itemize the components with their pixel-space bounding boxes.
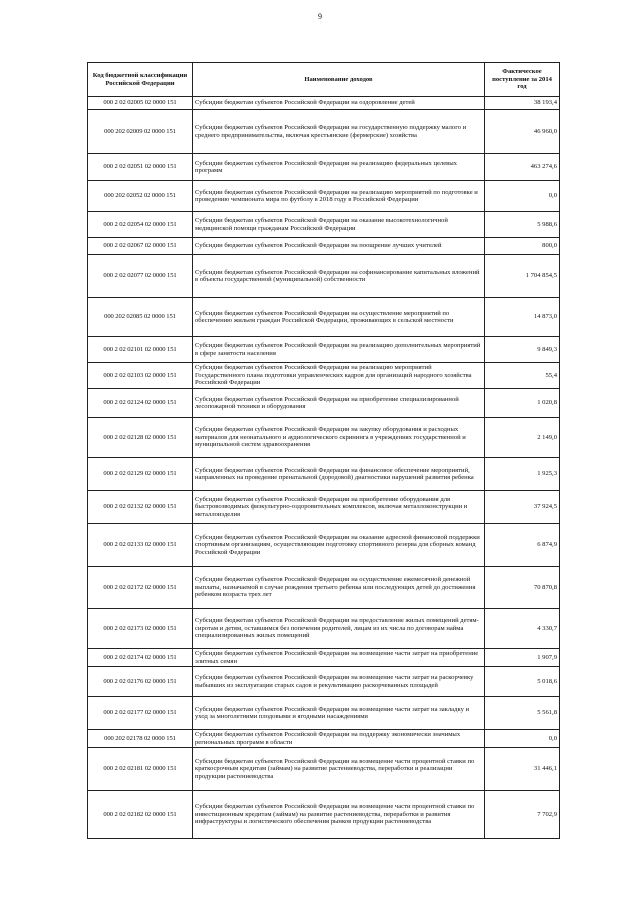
table-row xyxy=(88,110,560,154)
row-amount: 1 704 854,5 xyxy=(485,255,560,298)
row-code: 000 202 02052 02 0000 151 xyxy=(88,181,193,212)
table-row xyxy=(88,524,560,567)
table-row xyxy=(88,458,560,491)
row-amount: 38 193,4 xyxy=(485,97,560,110)
header-code: Код бюджетной классификации Российской Федерации xyxy=(88,63,193,97)
row-name: Субсидии бюджетам субъектов Российской Федерации на реализацию мероприятий Государственного плана подготовки управленческих кадров для организаций народного хозяйства Российской Федерации xyxy=(193,363,485,389)
row-amount: 4 330,7 xyxy=(485,609,560,649)
table-row xyxy=(88,255,560,298)
row-name: Субсидии бюджетам субъектов Российской Федерации на возмещение части затрат на закладку и уход за многолетними плодовыми и ягодными насаждениями xyxy=(193,697,485,730)
table-row xyxy=(88,791,560,839)
row-code: 000 2 02 02124 02 0000 151 xyxy=(88,389,193,418)
row-code: 000 202 02085 02 0000 151 xyxy=(88,298,193,337)
row-name: Субсидии бюджетам субъектов Российской Федерации на возмещение части процентной ставки по инвестиционным кредитам (займам) на развитие растениеводства, переработки и развития инфраструктуры и логистического обеспечения рынков продукции растениеводства xyxy=(193,791,485,839)
table-row xyxy=(88,337,560,363)
row-name: Субсидии бюджетам субъектов Российской Федерации на приобретение оборудования для быстровозводимых физкультурно-оздоровительных комплексов, включая металлоконструкции и металлоизделия xyxy=(193,491,485,524)
row-name: Субсидии бюджетам субъектов Российской Федерации на возмещение части процентной ставки по краткосрочным кредитам (займам) на развитие растениеводства, переработки и реализации продукции растениеводства xyxy=(193,748,485,791)
row-name: Субсидии бюджетам субъектов Российской Федерации на финансовое обеспечение мероприятий, направленных на проведение пренатальной (дородовой) диагностики нарушений развития ребенка xyxy=(193,458,485,491)
row-code: 000 2 02 02129 02 0000 151 xyxy=(88,458,193,491)
table-row xyxy=(88,730,560,748)
row-amount: 1 907,9 xyxy=(485,649,560,667)
row-name: Субсидии бюджетам субъектов Российской Федерации на приобретение специализированной лесопожарной техники и оборудования xyxy=(193,389,485,418)
table-row xyxy=(88,154,560,181)
row-code: 000 2 02 02181 02 0000 151 xyxy=(88,748,193,791)
table-row xyxy=(88,212,560,238)
row-code: 000 2 02 02132 02 0000 151 xyxy=(88,491,193,524)
row-code: 000 2 02 02133 02 0000 151 xyxy=(88,524,193,567)
row-amount: 1 020,8 xyxy=(485,389,560,418)
table-row xyxy=(88,298,560,337)
table-header-row xyxy=(88,63,560,97)
table-row xyxy=(88,649,560,667)
table-row xyxy=(88,567,560,609)
row-code: 000 2 02 02005 02 0000 151 xyxy=(88,97,193,110)
row-code: 000 2 02 02174 02 0000 151 xyxy=(88,649,193,667)
row-code: 000 2 02 02051 02 0000 151 xyxy=(88,154,193,181)
row-amount: 463 274,6 xyxy=(485,154,560,181)
row-code: 000 2 02 02101 02 0000 151 xyxy=(88,337,193,363)
row-amount: 5 988,6 xyxy=(485,212,560,238)
row-amount: 0,0 xyxy=(485,730,560,748)
row-amount: 9 849,3 xyxy=(485,337,560,363)
row-code: 000 2 02 02177 02 0000 151 xyxy=(88,697,193,730)
row-code: 000 2 02 02128 02 0000 151 xyxy=(88,418,193,458)
table-body xyxy=(88,97,560,839)
row-amount: 1 925,3 xyxy=(485,458,560,491)
row-name: Субсидии бюджетам субъектов Российской Федерации на поддержку экономически значимых региональных программ в области xyxy=(193,730,485,748)
row-name: Субсидии бюджетам субъектов Российской Федерации на реализацию дополнительных мероприятий в сфере занятости населения xyxy=(193,337,485,363)
table-row xyxy=(88,667,560,697)
row-code: 000 202 02178 02 0000 151 xyxy=(88,730,193,748)
row-code: 000 202 02009 02 0000 151 xyxy=(88,110,193,154)
row-name: Субсидии бюджетам субъектов Российской Федерации на осуществление мероприятий по обеспечению жильем граждан Российской Федерации, проживающих в сельской местности xyxy=(193,298,485,337)
table-row xyxy=(88,181,560,212)
revenue-table xyxy=(87,62,560,839)
row-name: Субсидии бюджетам субъектов Российской Федерации на возмещение части затрат на приобретение элитных семян xyxy=(193,649,485,667)
row-name: Субсидии бюджетам субъектов Российской Федерации на реализацию федеральных целевых программ xyxy=(193,154,485,181)
table-row xyxy=(88,748,560,791)
row-amount: 800,0 xyxy=(485,238,560,255)
table-row xyxy=(88,238,560,255)
row-amount: 5 018,6 xyxy=(485,667,560,697)
row-amount: 7 702,9 xyxy=(485,791,560,839)
table-row xyxy=(88,609,560,649)
row-amount: 46 960,0 xyxy=(485,110,560,154)
row-name: Субсидии бюджетам субъектов Российской Федерации на поощрение лучших учителей xyxy=(193,238,485,255)
table-row xyxy=(88,363,560,389)
row-code: 000 2 02 02103 02 0000 151 xyxy=(88,363,193,389)
row-amount: 0,0 xyxy=(485,181,560,212)
row-name: Субсидии бюджетам субъектов Российской Федерации на государственную поддержку малого и среднего предпринимательства, включая крестьянские (фермерские) хозяйства xyxy=(193,110,485,154)
row-name: Субсидии бюджетам субъектов Российской Федерации на реализацию мероприятий по подготовке и проведению чемпионата мира по футболу в 2018 году в Российской Федерации xyxy=(193,181,485,212)
row-name: Субсидии бюджетам субъектов Российской Федерации на предоставление жилых помещений детям-сиротам и детям, оставшимся без попечения родителей, лицам из их числа по договорам найма специализированных жилых помещений xyxy=(193,609,485,649)
table-row xyxy=(88,491,560,524)
row-name: Субсидии бюджетам субъектов Российской Федерации на осуществление ежемесячной денежной выплаты, назначаемой в случае рождения третьего ребенка или последующих детей до достижения ребенком возраста трех лет xyxy=(193,567,485,609)
row-code: 000 2 02 02182 02 0000 151 xyxy=(88,791,193,839)
row-amount: 55,4 xyxy=(485,363,560,389)
header-amount: Фактическое поступление за 2014 год xyxy=(485,63,560,97)
row-amount: 31 446,1 xyxy=(485,748,560,791)
row-name: Субсидии бюджетам субъектов Российской Федерации на оказание высокотехнологичной медицинской помощи гражданам Российской Федерации xyxy=(193,212,485,238)
row-amount: 2 149,0 xyxy=(485,418,560,458)
page-number: 9 xyxy=(318,12,322,21)
table-row xyxy=(88,97,560,110)
row-code: 000 2 02 02077 02 0000 151 xyxy=(88,255,193,298)
row-name: Субсидии бюджетам субъектов Российской Федерации на софинансирование капитальных вложений в объекты государственной (муниципальной) собственности xyxy=(193,255,485,298)
table-row xyxy=(88,418,560,458)
header-name: Наименование доходов xyxy=(193,63,485,97)
row-code: 000 2 02 02054 02 0000 151 xyxy=(88,212,193,238)
row-name: Субсидии бюджетам субъектов Российской Федерации на закупку оборудования и расходных материалов для неонатального и аудиологического скрининга в учреждениях государственной и муниципальной систем здравоохранения xyxy=(193,418,485,458)
row-name: Субсидии бюджетам субъектов Российской Федерации на оказание адресной финансовой поддержки спортивным организациям, осуществляющим подготовку спортивного резерва для сборных команд Российской Федерации xyxy=(193,524,485,567)
row-amount: 5 561,8 xyxy=(485,697,560,730)
row-amount: 14 873,0 xyxy=(485,298,560,337)
table-row xyxy=(88,697,560,730)
row-amount: 37 924,5 xyxy=(485,491,560,524)
row-name: Субсидии бюджетам субъектов Российской Федерации на оздоровление детей xyxy=(193,97,485,110)
row-code: 000 2 02 02172 02 0000 151 xyxy=(88,567,193,609)
table-row xyxy=(88,389,560,418)
row-amount: 6 874,9 xyxy=(485,524,560,567)
row-code: 000 2 02 02173 02 0000 151 xyxy=(88,609,193,649)
row-name: Субсидии бюджетам субъектов Российской Федерации на возмещение части затрат на раскорчевку выбывших из эксплуатации старых садов и рекультивацию раскорчеванных площадей xyxy=(193,667,485,697)
row-amount: 70 870,8 xyxy=(485,567,560,609)
row-code: 000 2 02 02176 02 0000 151 xyxy=(88,667,193,697)
row-code: 000 2 02 02067 02 0000 151 xyxy=(88,238,193,255)
